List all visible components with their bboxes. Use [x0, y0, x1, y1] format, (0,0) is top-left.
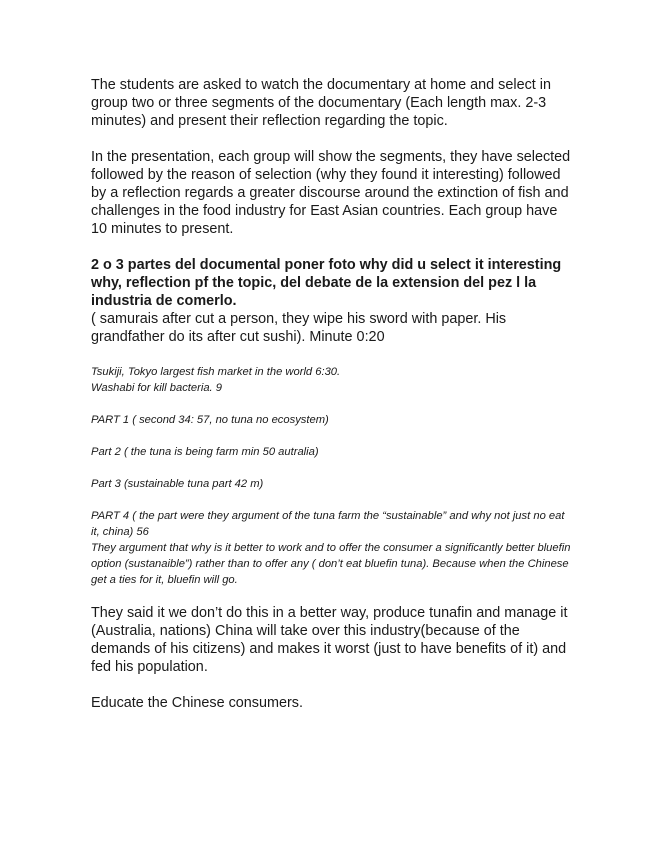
washabi-note: Washabi for kill bacteria. 9 — [91, 382, 222, 394]
samurai-note-paragraph: ( samurais after cut a person, they wipe his sword with paper. His grandfather do its after cut sushi). Minute 0:20 — [91, 311, 507, 345]
part4-note: PART 4 ( the part were they argument of the tuna farm the “sustainable” and why not just no eat it, china) 56 — [91, 510, 565, 538]
part3-note: Part 3 (sustainable tuna part 42 m) — [91, 478, 264, 490]
educate-line: Educate the Chinese consumers. — [91, 695, 303, 711]
part1-note: PART 1 ( second 34: 57, no tuna no ecosystem) — [91, 414, 329, 426]
part2-note: Part 2 ( the tuna is being farm min 50 autralia) — [91, 446, 319, 458]
document-page — [91, 76, 571, 712]
presentation-paragraph: In the presentation, each group will show the segments, they have selected followed by the reason of selection (why they found it interesting) followed by a reflection regards a greater discourse around the extinction of fish and challenges in the food industry for East Asian countries. Each group have 10 minutes to present. — [91, 149, 571, 237]
part4-detail-note: They argument that why is it better to work and to offer the consumer a significantly better bluefin option (sustanaible”) rather than to offer any ( don’t eat bluefin tuna). Because when the Chinese get a ties for it, bluefin will go. — [91, 542, 571, 586]
closing-paragraph: They said it we don’t do this in a better way, produce tunafin and manage it (Australia, nations) China will take over this industry(because of the demands of his citizens) and makes it worst (just to have benefits of it) and fed his population. — [91, 605, 568, 675]
spanish-note-heading: 2 o 3 partes del documental poner foto why did u select it interesting why, reflection pf the topic, del debate de la extension del pez l la industria de comerlo. — [91, 257, 562, 309]
intro-paragraph: The students are asked to watch the documentary at home and select in group two or three segments of the documentary (Each length max. 2-3 minutes) and present their reflection regarding the topic. — [91, 77, 551, 129]
tsukiji-note: Tsukiji, Tokyo largest fish market in the world 6:30. — [91, 366, 341, 378]
